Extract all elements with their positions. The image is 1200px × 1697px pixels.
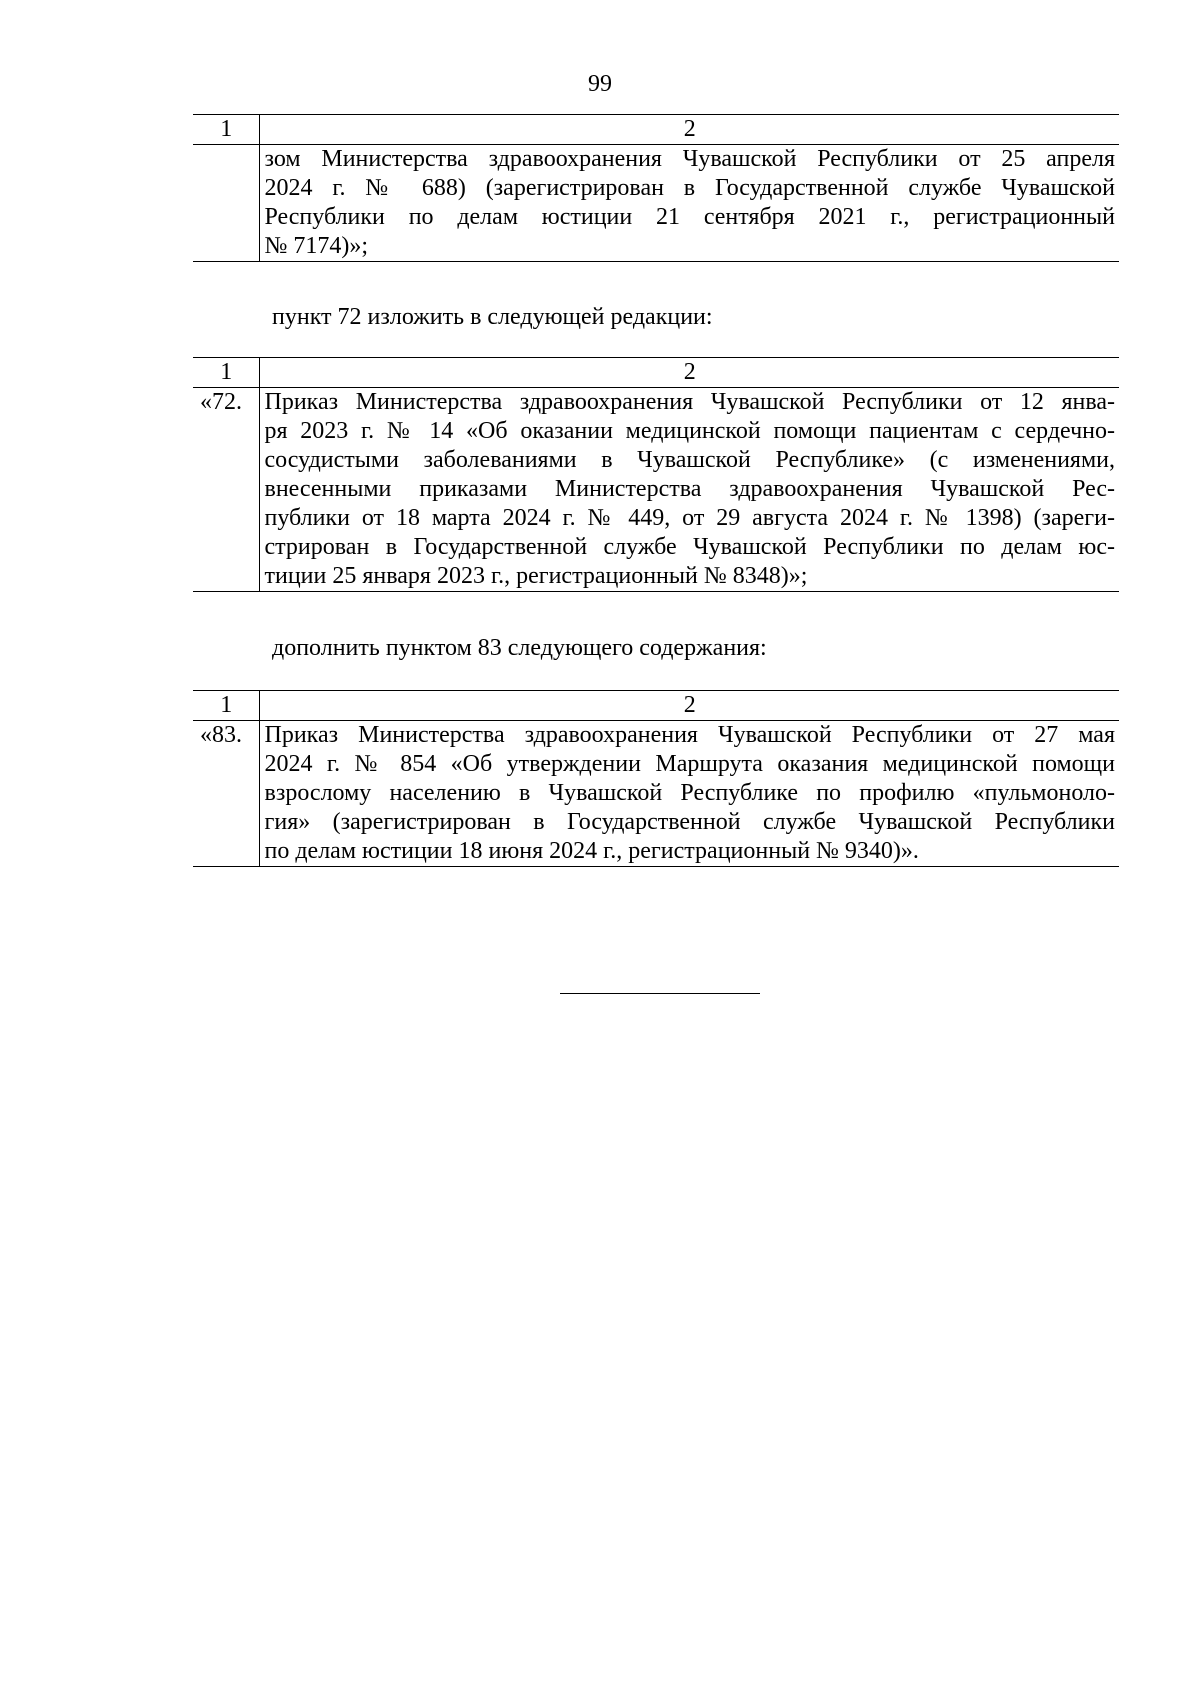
text-line: 2024 г. № 688) (зарегистрирован в Государственной службе Чувашской <box>264 175 1115 201</box>
table-row <box>193 388 1119 592</box>
table-row <box>193 721 1119 867</box>
header-col-2: 2 <box>259 358 1119 388</box>
text-line: стрирован в Государственной службе Чувашской Республики по делам юс- <box>264 534 1115 560</box>
text-line: тиции 25 января 2023 г., регистрационный № 8348)»; <box>264 563 808 589</box>
header-col-1: 1 <box>193 115 259 145</box>
row-number <box>193 145 259 262</box>
instruction-paragraph-1: пункт 72 изложить в следующей редакции: <box>272 304 713 330</box>
text-line: гия» (зарегистрирован в Государственной службе Чувашской Республики <box>264 809 1115 835</box>
row-number: «72. <box>193 388 259 592</box>
amendment-table-3 <box>193 690 1119 867</box>
text-line: публики от 18 марта 2024 г. № 449, от 29 августа 2024 г. № 1398) (зареги- <box>264 505 1115 531</box>
instruction-paragraph-2: дополнить пунктом 83 следующего содержания: <box>272 635 767 661</box>
table-header-row <box>193 115 1119 145</box>
table-row <box>193 145 1119 262</box>
table-header-row <box>193 358 1119 388</box>
text-line: Приказ Министерства здравоохранения Чувашской Республики от 12 янва- <box>264 389 1115 415</box>
header-col-2: 2 <box>259 115 1119 145</box>
header-col-1: 1 <box>193 691 259 721</box>
table-header-row <box>193 691 1119 721</box>
row-text <box>259 388 1119 592</box>
row-text <box>259 145 1119 262</box>
text-line: по делам юстиции 18 июня 2024 г., регистрационный № 9340)». <box>264 838 919 864</box>
amendment-table-2 <box>193 357 1119 592</box>
page-number: 99 <box>588 71 612 97</box>
row-text <box>259 721 1119 867</box>
closing-divider-line <box>560 993 760 994</box>
row-number: «83. <box>193 721 259 867</box>
text-line: ря 2023 г. № 14 «Об оказании медицинской помощи пациентам с сердечно- <box>264 418 1115 444</box>
text-line: 2024 г. № 854 «Об утверждении Маршрута оказания медицинской помощи <box>264 751 1115 777</box>
text-line: зом Министерства здравоохранения Чувашской Республики от 25 апреля <box>264 146 1115 172</box>
text-line: взрослому населению в Чувашской Республике по профилю «пульмоноло- <box>264 780 1115 806</box>
text-line: № 7174)»; <box>264 233 369 259</box>
amendment-table-1 <box>193 114 1119 262</box>
header-col-2: 2 <box>259 691 1119 721</box>
header-col-1: 1 <box>193 358 259 388</box>
text-line: Приказ Министерства здравоохранения Чувашской Республики от 27 мая <box>264 722 1115 748</box>
text-line: сосудистыми заболеваниями в Чувашской Республике» (с изменениями, <box>264 447 1115 473</box>
text-line: Республики по делам юстиции 21 сентября 2021 г., регистрационный <box>264 204 1115 230</box>
text-line: внесенными приказами Министерства здравоохранения Чувашской Рес- <box>264 476 1115 502</box>
